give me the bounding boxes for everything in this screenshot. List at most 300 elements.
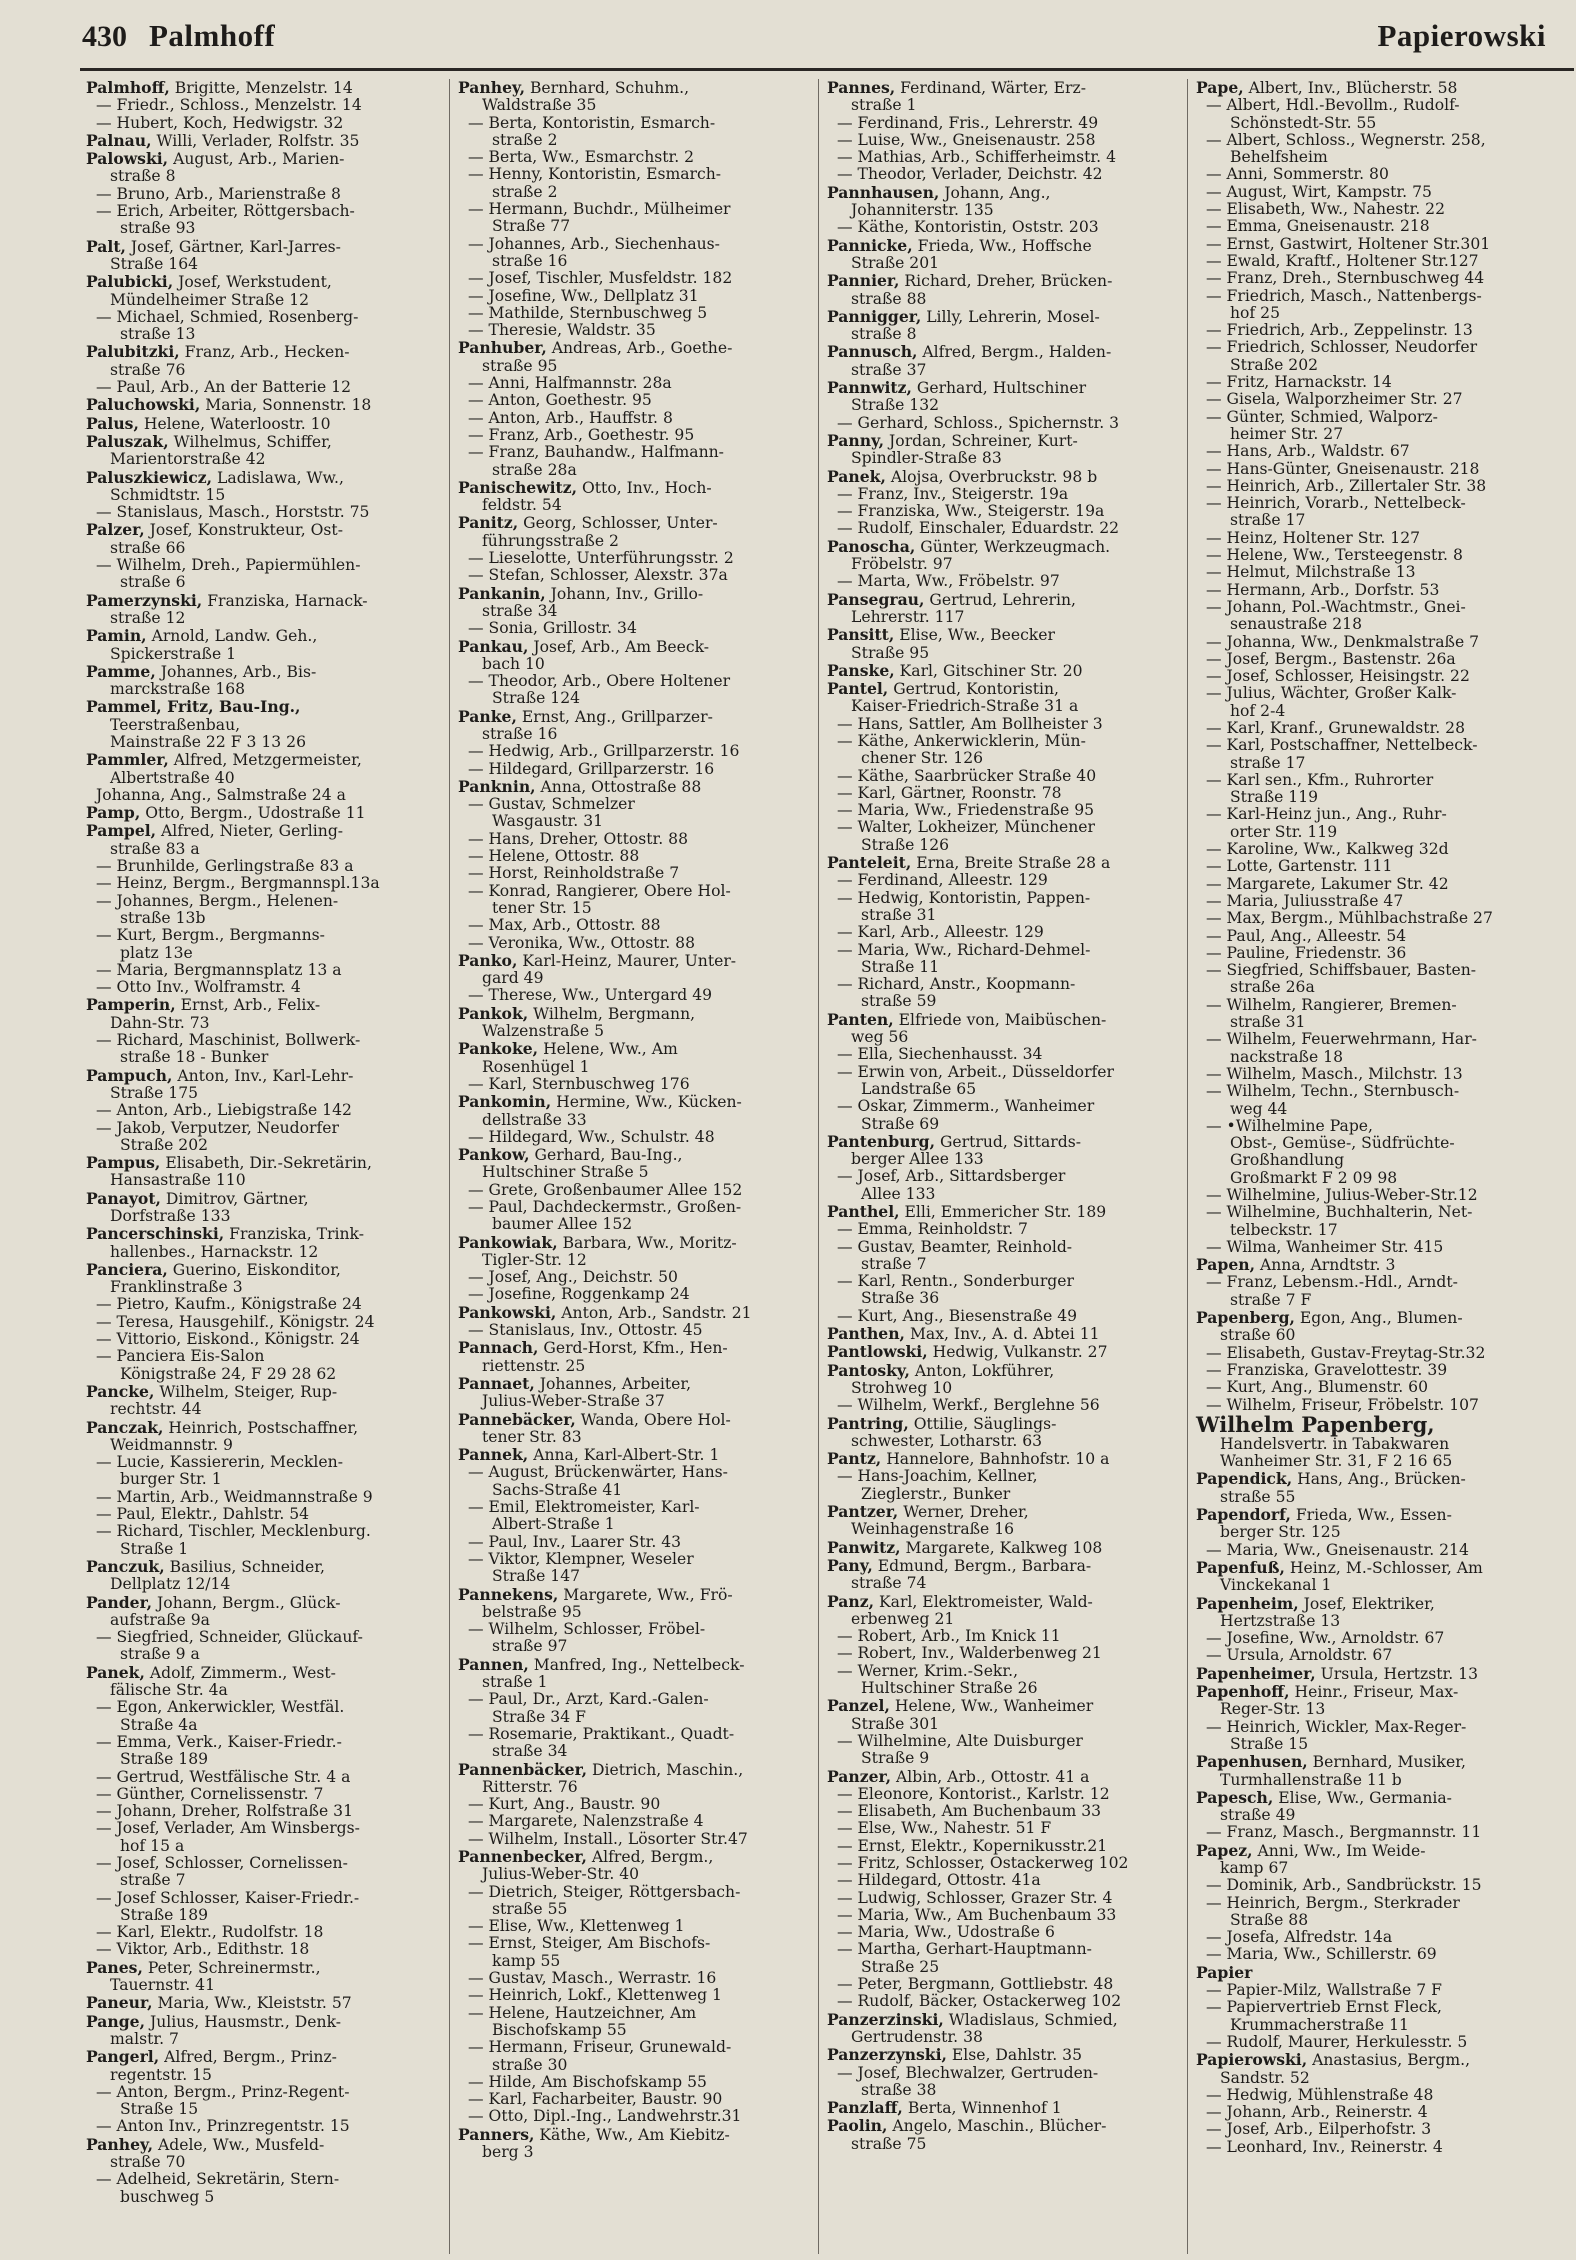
directory-entry	[86, 1225, 442, 1261]
directory-entry	[827, 1890, 1180, 1907]
entry-line: Pancke, Wilhelm, Steiger, Rup-	[86, 1381, 338, 1401]
directory-entry	[827, 1820, 1180, 1837]
entry-surname: Pampuch,	[86, 1065, 173, 1085]
directory-entry	[827, 520, 1180, 537]
entry-line: — Karl, Sternbuschweg 176	[468, 1074, 690, 1093]
entry-line: straße 17	[1230, 753, 1306, 772]
directory-entry	[1196, 2121, 1557, 2138]
entry-line: Panhey, Adele, Ww., Musfeld-	[86, 2134, 325, 2154]
entry-line: Pannekens, Margarete, Ww., Frö-	[458, 1584, 733, 1604]
directory-entry	[458, 778, 811, 796]
directory-entry	[458, 673, 811, 708]
entry-surname: Panke,	[458, 706, 517, 726]
entry-surname: Panhuber,	[458, 338, 547, 358]
entry-surname: Pannigger,	[827, 306, 922, 326]
entry-line: — Johann, Arb., Reinerstr. 4	[1206, 2103, 1428, 2122]
directory-entry	[1196, 1647, 1557, 1664]
entry-surname: Pannenbecker,	[458, 1846, 587, 1866]
entry-line: Palt, Josef, Gärtner, Karl-Jarres-	[86, 236, 341, 256]
entry-line: — Max, Bergm., Mühlbachstraße 27	[1206, 909, 1493, 928]
directory-entry	[458, 115, 811, 150]
entry-line: Gertrudenstr. 38	[851, 2027, 983, 2046]
directory-entry	[1196, 1895, 1557, 1930]
entry-line: — Gertrud, Westfälische Str. 4 a	[96, 1767, 351, 1786]
entry-line: schwester, Lotharstr. 63	[851, 1431, 1043, 1450]
entry-line: Dellplatz 12/14	[110, 1575, 231, 1594]
entry-line: Panhuber, Andreas, Arb., Goethe-	[458, 338, 733, 358]
entry-surname: Pannebäcker,	[458, 1409, 576, 1429]
directory-entry	[458, 952, 811, 988]
entry-line: Johanniterstr. 135	[851, 201, 994, 220]
entry-surname: Pankanin,	[458, 583, 546, 603]
directory-entry	[1196, 391, 1557, 408]
directory-entry	[458, 1040, 811, 1076]
directory-entry	[1196, 1999, 1557, 2034]
directory-entry	[458, 375, 811, 392]
directory-entry	[827, 343, 1180, 379]
entry-surname: Pange,	[86, 2011, 146, 2031]
entry-line: Pander, Johann, Bergm., Glück-	[86, 1592, 341, 1612]
directory-entry	[827, 872, 1180, 889]
entry-line: Reger-Str. 13	[1220, 1700, 1326, 1719]
directory-entry	[86, 2048, 442, 2084]
entry-line: belstraße 95	[482, 1602, 582, 1621]
directory-entry	[86, 469, 442, 505]
directory-entry	[458, 1621, 811, 1656]
entry-line: — Brunhilde, Gerlingstraße 83 a	[96, 857, 354, 876]
entry-line: Fröbelstr. 97	[851, 555, 953, 574]
directory-entry	[1196, 530, 1557, 547]
entry-line: — Julius, Wächter, Großer Kalk-	[1206, 684, 1457, 703]
entry-line: straße 28a	[492, 460, 577, 479]
directory-entry	[86, 415, 442, 433]
entry-line: Pannier, Richard, Dreher, Brücken-	[827, 271, 1113, 291]
entry-line: Pankoke, Helene, Ww., Am	[458, 1039, 678, 1059]
directory-entry	[86, 273, 442, 309]
directory-entry	[1196, 582, 1557, 599]
entry-line: heimer Str. 27	[1230, 424, 1344, 443]
directory-entry	[827, 854, 1180, 872]
entry-line: — Wilhelm, Werkf., Berglehne 56	[837, 1396, 1100, 1415]
entry-surname: Pankoke,	[458, 1039, 539, 1059]
entry-surname: Palnau,	[86, 130, 152, 150]
directory-entry	[458, 1726, 811, 1761]
entry-line: straße 74	[851, 1574, 927, 1593]
directory-entry	[458, 392, 811, 409]
page-number: 430	[82, 20, 127, 53]
directory-entry	[458, 1199, 811, 1234]
entry-line: — Karl, Rentn., Sonderburger	[837, 1272, 1074, 1291]
entry-line: — Adelheid, Sekretärin, Stern-	[96, 2170, 340, 2189]
entry-line: berger Str. 125	[1220, 1523, 1341, 1542]
entry-line: — Fritz, Schlosser, Ostackerweg 102	[837, 1853, 1129, 1872]
column-2	[454, 79, 819, 2254]
directory-entry	[86, 1629, 442, 1664]
entry-line: straße 34	[482, 601, 558, 620]
entry-line: — Margarete, Nalenzstraße 4	[468, 1812, 704, 1831]
entry-line: Marientorstraße 42	[110, 450, 266, 469]
directory-entry	[1196, 374, 1557, 391]
entry-line: — Wilhelm, Friseur, Fröbelstr. 107	[1206, 1395, 1479, 1414]
directory-entry	[1196, 1362, 1557, 1379]
entry-line: Pange, Julius, Hausmstr., Denk-	[86, 2011, 342, 2031]
entry-line: — Franz, Masch., Bergmannstr. 11	[1206, 1823, 1482, 1842]
entry-line: Pamp, Otto, Bergm., Udostraße 11	[86, 803, 366, 823]
entry-line: Straße 34 F	[492, 1707, 586, 1726]
entry-surname: Pancerschinski,	[86, 1224, 225, 1244]
entry-line: Straße 201	[851, 253, 940, 272]
entry-line: — Paul, Dachdeckermstr., Großen-	[468, 1198, 742, 1216]
entry-line: — Michael, Schmied, Rosenberg-	[96, 307, 359, 326]
entry-line: — Gustav, Beamter, Reinhold-	[837, 1237, 1073, 1256]
entry-line: — •Wilhelmine Pape,	[1206, 1116, 1373, 1135]
directory-entry	[827, 1697, 1180, 1733]
entry-surname: Pankomin,	[458, 1092, 552, 1112]
entry-line: — Stanislaus, Inv., Ottostr. 45	[468, 1321, 703, 1340]
entry-line: Pannwitz, Gerhard, Hultschiner	[827, 378, 1087, 398]
directory-entry	[86, 2084, 442, 2119]
entry-line: — Friedrich, Schlosser, Neudorfer	[1206, 338, 1478, 357]
entry-line: — Panciera Eis-Salon	[96, 1347, 265, 1366]
entry-line: Pannach, Gerd-Horst, Kfm., Hen-	[458, 1338, 728, 1358]
directory-entry	[1196, 1877, 1557, 1894]
entry-line: Königstraße 24, F 29 28 62	[120, 1364, 337, 1383]
entry-line: — Josef, Arb., Sittardsberger	[837, 1167, 1066, 1186]
entry-surname: Panciera,	[86, 1259, 168, 1279]
entry-line: straße 2	[492, 182, 558, 201]
entry-surname: Papierowski,	[1196, 2050, 1308, 2070]
entry-line: Sandstr. 52	[1220, 2068, 1310, 2087]
entry-line: Paluchowski, Maria, Sonnenstr. 18	[86, 395, 372, 415]
entry-line: — Siegfried, Schneider, Glückauf-	[96, 1628, 363, 1647]
entry-line: — Wilhelm, Masch., Milchstr. 13	[1206, 1064, 1463, 1083]
entry-line: Behelfsheim	[1230, 148, 1328, 167]
directory-entry	[1196, 2034, 1557, 2051]
entry-line: Weidmannstr. 9	[110, 1435, 233, 1454]
entry-line: straße 1	[482, 1673, 548, 1692]
entry-surname: Panzel,	[827, 1696, 890, 1716]
entry-surname: Paneur,	[86, 1993, 153, 2013]
directory-entry	[827, 716, 1180, 733]
entry-line: — Bruno, Arb., Marienstraße 8	[96, 184, 341, 203]
directory-entry	[1196, 1118, 1557, 1187]
directory-entry	[458, 1656, 811, 1692]
entry-line: Schönstedt-Str. 55	[1230, 113, 1377, 132]
directory-entry	[827, 1872, 1180, 1889]
entry-line: Straße 164	[110, 254, 199, 273]
entry-line: Lehrerstr. 117	[851, 607, 965, 626]
entry-line: — Paul, Elektr., Dahlstr. 54	[96, 1505, 310, 1524]
directory-entry	[827, 503, 1180, 520]
entry-line: — Lotte, Gartenstr. 111	[1206, 857, 1393, 876]
entry-line: — Hermann, Arb., Dorfstr. 53	[1206, 580, 1440, 599]
directory-entry	[1196, 1274, 1557, 1309]
directory-entry	[827, 1133, 1180, 1169]
directory-entry	[86, 2136, 442, 2172]
entry-line: straße 18 - Bunker	[120, 1048, 269, 1067]
directory-entry	[827, 132, 1180, 149]
directory-entry	[458, 1499, 811, 1534]
directory-entry	[86, 238, 442, 274]
entry-line: Tigler-Str. 12	[482, 1250, 587, 1269]
entry-line: — Wilhelmine, Buchhalterin, Net-	[1206, 1203, 1473, 1222]
entry-line: — Karl, Facharbeiter, Baustr. 90	[468, 2090, 723, 2109]
directory-entry	[458, 166, 811, 201]
entry-line: — Helene, Ottostr. 88	[468, 847, 640, 866]
entry-line: — Elise, Ww., Klettenweg 1	[468, 1917, 685, 1936]
directory-entry	[1196, 2051, 1557, 2087]
entry-line: — Sonia, Grillostr. 34	[468, 619, 637, 638]
entry-surname: Panitz,	[458, 513, 519, 533]
entry-line: — Stefan, Schlosser, Alexstr. 37a	[468, 566, 728, 585]
directory-entry	[1196, 201, 1557, 218]
entry-line: — Helene, Hautzeichner, Am	[468, 2003, 697, 2022]
entry-line: Pannenbecker, Alfred, Bergm.,	[458, 1846, 714, 1866]
entry-line: — Hedwig, Kontoristin, Pappen-	[837, 888, 1091, 907]
entry-surname: Pantz,	[827, 1449, 882, 1469]
entry-line: — Franz, Dreh., Sternbuschweg 44	[1206, 269, 1485, 288]
entry-line: — Johann, Dreher, Rolfstraße 31	[96, 1802, 353, 1821]
entry-surname: Panknin,	[458, 776, 536, 796]
entry-line: — Paul, Dr., Arzt, Kard.-Galen-	[468, 1690, 709, 1709]
entry-line: Pansegrau, Gertrud, Lehrerin,	[827, 589, 1076, 609]
entry-line: — Anni, Sommerstr. 80	[1206, 165, 1389, 184]
directory-entry	[86, 433, 442, 469]
entry-surname: Panzerzynski,	[827, 2045, 947, 2065]
directory-entry	[458, 79, 811, 115]
directory-entry	[1196, 599, 1557, 634]
entry-line: — Rudolf, Maurer, Herkulesstr. 5	[1206, 2032, 1468, 2051]
directory-entry	[827, 379, 1180, 415]
entry-surname: Paolin,	[827, 2116, 888, 2136]
entry-surname: Pannhausen,	[827, 182, 940, 202]
directory-entry	[86, 875, 442, 892]
entry-line: — Wilhelm, Feuerwehrmann, Har-	[1206, 1030, 1477, 1049]
directory-entry	[1196, 1411, 1557, 1471]
directory-entry	[458, 1586, 811, 1622]
entry-line: Straße 126	[861, 835, 950, 854]
entry-line: — Maria, Ww., Friedenstraße 95	[837, 801, 1095, 820]
entry-line: — Theresie, Waldstr. 35	[468, 321, 656, 340]
entry-surname: Panczuk,	[86, 1556, 165, 1576]
directory-entry	[1196, 1559, 1557, 1595]
directory-entry	[86, 698, 442, 751]
entry-line: Pannaet, Johannes, Arbeiter,	[458, 1373, 692, 1393]
entry-line: Panske, Karl, Gitschiner Str. 20	[827, 660, 1083, 680]
entry-line: — Emma, Reinholdstr. 7	[837, 1220, 1028, 1239]
directory-entry	[827, 115, 1180, 132]
directory-entry	[86, 557, 442, 592]
entry-line: — Mathias, Arb., Schifferheimstr. 4	[837, 148, 1116, 167]
directory-entry	[827, 573, 1180, 590]
directory-entry	[86, 804, 442, 822]
entry-line: tener Str. 15	[492, 898, 592, 917]
directory-entry	[86, 822, 442, 858]
directory-entry	[827, 1645, 1180, 1662]
entry-line: erbenweg 21	[851, 1609, 955, 1628]
directory-entry	[1196, 166, 1557, 183]
entry-line: — Johannes, Bergm., Helenen-	[96, 891, 339, 910]
directory-entry	[86, 1383, 442, 1419]
directory-entry	[827, 1308, 1180, 1325]
entry-line: burger Str. 1	[120, 1470, 222, 1489]
directory-entry	[1196, 495, 1557, 530]
directory-entry	[458, 2039, 811, 2074]
entry-line: — Rudolf, Einschaler, Eduardstr. 22	[837, 519, 1120, 538]
directory-entry	[458, 550, 811, 567]
entry-line: — Johannes, Arb., Siechenhaus-	[468, 234, 720, 253]
directory-entry	[86, 1261, 442, 1297]
entry-line: Straße 77	[492, 217, 571, 236]
directory-entry	[1196, 1309, 1557, 1345]
entry-line: — Elisabeth, Gustav-Freytag-Str.32	[1206, 1343, 1486, 1362]
entry-line: — Wilhelm, Rangierer, Bremen-	[1206, 995, 1457, 1014]
directory-entry	[827, 2011, 1180, 2047]
entry-surname: Panischewitz,	[458, 477, 578, 497]
directory-entry	[86, 1820, 442, 1855]
entry-line: Pantz, Hannelore, Bahnhofstr. 10 a	[827, 1449, 1110, 1469]
entry-line: Papierowski, Anastasius, Bergm.,	[1196, 2050, 1471, 2070]
entry-line: — Josef, Tischler, Musfeldstr. 182	[468, 269, 733, 288]
directory-entry	[1196, 806, 1557, 841]
entry-surname: Papendorf,	[1196, 1505, 1291, 1525]
entry-line: platz 13e	[120, 943, 193, 962]
directory-entry	[1196, 928, 1557, 945]
entry-line: riettenstr. 25	[482, 1356, 586, 1375]
directory-entry	[1196, 409, 1557, 444]
entry-surname: Pampus,	[86, 1153, 161, 1173]
directory-entry	[86, 751, 442, 787]
entry-line: — Ernst, Gastwirt, Holtener Str.301	[1206, 234, 1491, 253]
entry-line: — Ursula, Arnoldstr. 67	[1206, 1646, 1393, 1665]
entry-surname: Pannier,	[827, 271, 900, 291]
entry-line: — Papier-Milz, Wallstraße 7 F	[1206, 1981, 1442, 2000]
directory-entry	[827, 1993, 1180, 2010]
entry-line: straße 31	[1230, 1013, 1306, 1032]
entry-line: — Otto, Dipl.-Ing., Landwehrstr.31	[468, 2107, 742, 2126]
entry-line: Panko, Karl-Heinz, Maurer, Unter-	[458, 950, 737, 970]
entry-line: straße 95	[482, 356, 558, 375]
directory-entry	[458, 917, 811, 934]
directory-entry	[827, 1064, 1180, 1099]
entry-surname: Paluszkiewicz,	[86, 467, 213, 487]
directory-entry	[458, 410, 811, 427]
entry-line: — Josefine, Roggenkamp 24	[468, 1285, 690, 1304]
directory-entry	[458, 1831, 811, 1848]
entry-line: Panwitz, Margarete, Kalkweg 108	[827, 1537, 1103, 1557]
entry-line: — Heinrich, Vorarb., Nettelbeck-	[1206, 494, 1466, 513]
entry-line: straße 17	[1230, 511, 1306, 530]
directory-entry	[827, 1325, 1180, 1343]
directory-entry	[86, 1855, 442, 1890]
directory-entry	[458, 1093, 811, 1129]
entry-line: Paolin, Angelo, Maschin., Blücher-	[827, 2116, 1107, 2136]
entry-surname: Panz,	[827, 1591, 875, 1611]
directory-entry	[827, 1503, 1180, 1539]
entry-line: — Kurt, Bergm., Bergmanns-	[96, 926, 325, 945]
directory-entry	[827, 1273, 1180, 1308]
directory-entry	[827, 819, 1180, 854]
directory-entry	[1196, 132, 1557, 167]
entry-line: Straße 69	[861, 1114, 940, 1133]
entry-line: Papenfuß, Heinz, M.-Schlosser, Am	[1196, 1557, 1483, 1577]
directory-entry	[86, 1067, 442, 1103]
entry-surname: Papenhusen,	[1196, 1752, 1308, 1772]
entry-line: — Erwin von, Arbeit., Düsseldorfer	[837, 1062, 1114, 1081]
directory-entry	[827, 432, 1180, 468]
directory-entry	[86, 2013, 442, 2049]
entry-line: Panknin, Anna, Ottostraße 88	[458, 776, 702, 796]
directory-entry	[458, 305, 811, 322]
directory-entry	[458, 444, 811, 479]
directory-entry	[458, 149, 811, 166]
entry-line: — Egon, Ankerwickler, Westfäl.	[96, 1698, 345, 1717]
entry-line: — Pauline, Friedenstr. 36	[1206, 943, 1407, 962]
entry-line: — Anton, Arb., Liebigstraße 142	[96, 1101, 352, 1120]
entry-line: straße 55	[1220, 1487, 1296, 1506]
entry-surname: Panek,	[827, 466, 886, 486]
entry-line: — Marta, Ww., Fröbelstr. 97	[837, 572, 1060, 591]
entry-line: — Hans-Günter, Gneisenaustr. 218	[1206, 459, 1480, 478]
entry-line: — Franz, Lebensm.-Hdl., Arndt-	[1206, 1273, 1458, 1292]
directory-entry	[827, 2065, 1180, 2100]
entry-line: — Karl, Kranf., Grunewaldstr. 28	[1206, 718, 1465, 737]
entry-line: — Ferdinand, Fris., Lehrerstr. 49	[837, 113, 1099, 132]
entry-line: Straße 9	[861, 1749, 930, 1768]
directory-entry	[86, 627, 442, 663]
entry-line: straße 7	[120, 1871, 186, 1890]
directory-entry	[86, 2171, 442, 2206]
directory-entry	[458, 270, 811, 287]
page-header	[40, 18, 1556, 68]
entry-line: Straße 132	[851, 396, 940, 415]
entry-surname: Pankowski,	[458, 1302, 557, 1322]
directory-entry	[1196, 1204, 1557, 1239]
entry-line: Großhandlung	[1230, 1151, 1345, 1170]
directory-entry	[827, 591, 1180, 627]
entry-line: Walzenstraße 5	[482, 1022, 604, 1041]
entry-line: — Konrad, Rangierer, Obere Hol-	[468, 881, 731, 900]
entry-line: Mündelheimer Straße 12	[110, 290, 310, 309]
entry-line: Schmidtstr. 15	[110, 485, 226, 504]
entry-line: — Josef Schlosser, Kaiser-Friedr.-	[96, 1888, 360, 1907]
directory-entry	[827, 626, 1180, 662]
entry-line: Albert-Straße 1	[492, 1515, 615, 1534]
entry-surname: Pankowiak,	[458, 1232, 558, 1252]
directory-entry	[458, 1884, 811, 1919]
entry-line: — Rudolf, Bäcker, Ostackerweg 102	[837, 1992, 1122, 2011]
entry-line: Papez, Anni, Ww., Im Weide-	[1196, 1840, 1426, 1860]
entry-line: — Hans, Arb., Waldstr. 67	[1206, 442, 1410, 461]
entry-surname: Pampel,	[86, 821, 157, 841]
entry-surname: Pamin,	[86, 626, 147, 646]
entry-surname: Panek,	[86, 1662, 145, 1682]
header-rule	[80, 68, 1574, 71]
directory-entry	[86, 1331, 442, 1348]
directory-entry	[458, 322, 811, 339]
entry-line: — August, Brückenwärter, Hans-	[468, 1463, 728, 1482]
entry-line: Straße 15	[1230, 1734, 1309, 1753]
entry-line: — Anni, Halfmannstr. 28a	[468, 374, 672, 393]
entry-line: — Hildegard, Ww., Schulstr. 48	[468, 1127, 715, 1146]
entry-line: Tauernstr. 41	[110, 1976, 216, 1995]
entry-line: Straße 11	[861, 957, 940, 976]
directory-entry	[86, 1190, 442, 1226]
directory-entry	[1196, 1595, 1557, 1631]
entry-surname: Panwitz,	[827, 1537, 901, 1557]
directory-entry	[458, 339, 811, 375]
entry-line: Panzlaff, Berta, Winnenhof 1	[827, 2098, 1062, 2118]
